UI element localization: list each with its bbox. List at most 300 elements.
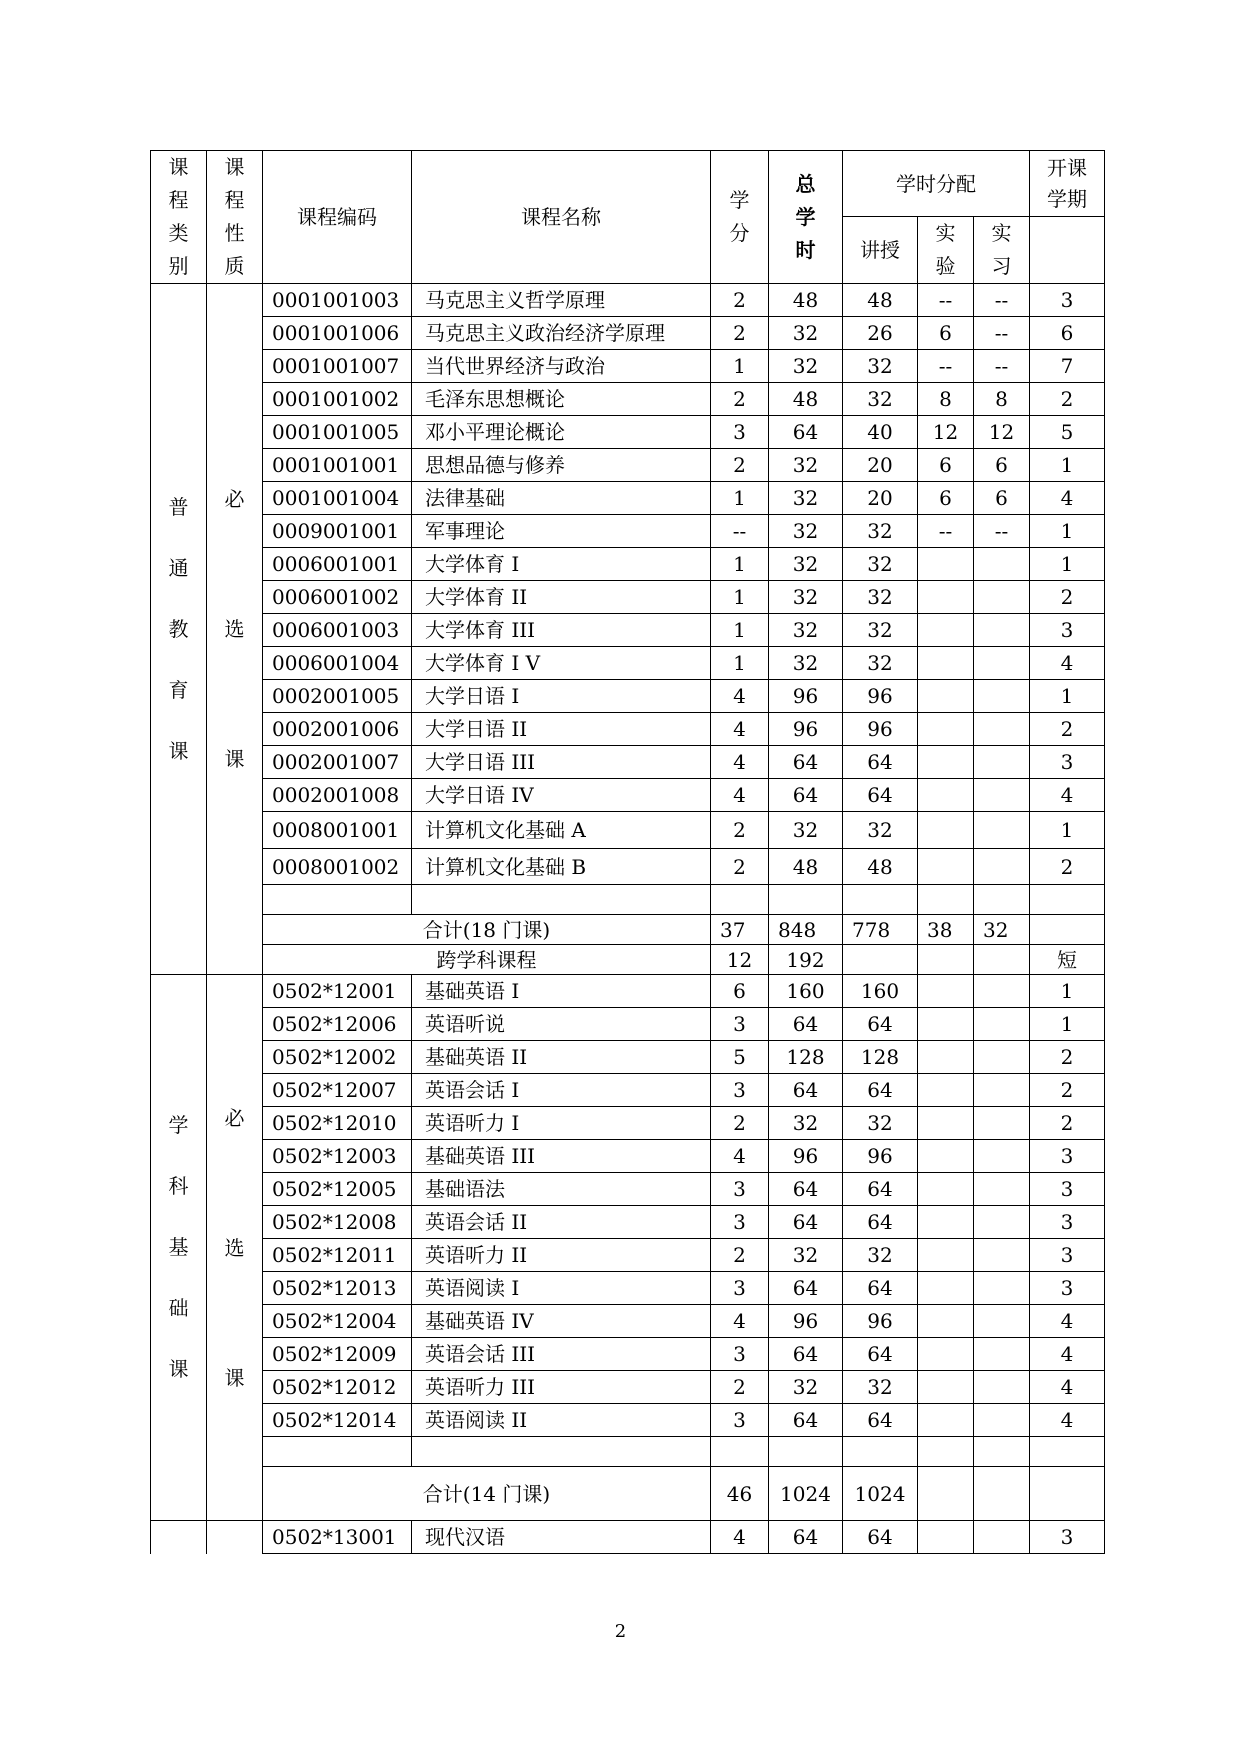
course-total-hours: 32 bbox=[769, 350, 843, 383]
course-code: 0502*12007 bbox=[263, 1074, 412, 1107]
course-experiment-hours bbox=[918, 1239, 974, 1272]
course-credit: 2 bbox=[711, 1371, 769, 1404]
course-lecture-hours: 32 bbox=[843, 1107, 918, 1140]
header-semester: 开课 学期 bbox=[1030, 151, 1105, 217]
course-semester: 2 bbox=[1030, 1041, 1105, 1074]
blank-cell bbox=[974, 885, 1030, 915]
course-practice-hours: 12 bbox=[974, 416, 1030, 449]
course-total-hours: 32 bbox=[769, 1107, 843, 1140]
course-practice-hours bbox=[974, 1173, 1030, 1206]
category-cell: 普 通 教 育 课 bbox=[151, 284, 207, 975]
course-credit: 3 bbox=[711, 1272, 769, 1305]
course-practice-hours bbox=[974, 1140, 1030, 1173]
course-code: 0002001006 bbox=[263, 713, 412, 746]
course-total-hours: 32 bbox=[769, 317, 843, 350]
course-code: 0502*12003 bbox=[263, 1140, 412, 1173]
course-code: 0006001001 bbox=[263, 548, 412, 581]
course-practice-hours bbox=[974, 680, 1030, 713]
course-lecture-hours: 64 bbox=[843, 746, 918, 779]
blank-cell bbox=[263, 1437, 412, 1467]
course-lecture-hours: 64 bbox=[843, 1074, 918, 1107]
course-semester: 4 bbox=[1030, 1305, 1105, 1338]
course-lecture-hours: 64 bbox=[843, 779, 918, 812]
course-lecture-hours: 160 bbox=[843, 975, 918, 1008]
course-semester: 1 bbox=[1030, 975, 1105, 1008]
course-experiment-hours bbox=[918, 812, 974, 849]
nature-cell bbox=[207, 1521, 263, 1554]
course-experiment-hours bbox=[918, 746, 974, 779]
course-code: 0009001001 bbox=[263, 515, 412, 548]
course-total-hours: 160 bbox=[769, 975, 843, 1008]
course-credit: -- bbox=[711, 515, 769, 548]
course-practice-hours bbox=[974, 548, 1030, 581]
curriculum-table-body bbox=[151, 151, 1105, 1554]
course-name: 英语会话 I bbox=[412, 1074, 711, 1107]
table-row bbox=[151, 449, 1105, 482]
course-semester: 4 bbox=[1030, 1338, 1105, 1371]
course-name: 英语会话 II bbox=[412, 1206, 711, 1239]
course-semester: 4 bbox=[1030, 647, 1105, 680]
course-total-hours: 48 bbox=[769, 849, 843, 885]
page-number: 2 bbox=[614, 1621, 627, 1642]
course-lecture-hours: 32 bbox=[843, 1239, 918, 1272]
course-semester: 3 bbox=[1030, 746, 1105, 779]
course-name: 大学体育 I bbox=[412, 548, 711, 581]
course-code: 0006001003 bbox=[263, 614, 412, 647]
blank-cell bbox=[263, 885, 412, 915]
course-code: 0001001007 bbox=[263, 350, 412, 383]
course-code: 0001001001 bbox=[263, 449, 412, 482]
table-row bbox=[151, 812, 1105, 849]
subtotal-semester bbox=[1030, 1467, 1105, 1521]
subtotal-practice-hours bbox=[974, 1467, 1030, 1521]
table-row bbox=[151, 581, 1105, 614]
course-total-hours: 96 bbox=[769, 680, 843, 713]
course-experiment-hours bbox=[918, 680, 974, 713]
course-experiment-hours: 6 bbox=[918, 482, 974, 515]
cross-discipline-row bbox=[151, 945, 1105, 975]
course-credit: 1 bbox=[711, 647, 769, 680]
cross-discipline-practice-hours bbox=[974, 945, 1030, 975]
table-row bbox=[151, 746, 1105, 779]
course-experiment-hours bbox=[918, 849, 974, 885]
course-total-hours: 32 bbox=[769, 482, 843, 515]
course-name: 基础英语 II bbox=[412, 1041, 711, 1074]
course-practice-hours: -- bbox=[974, 317, 1030, 350]
course-practice-hours: -- bbox=[974, 284, 1030, 317]
course-total-hours: 96 bbox=[769, 1140, 843, 1173]
course-experiment-hours bbox=[918, 1305, 974, 1338]
course-name: 大学日语 II bbox=[412, 713, 711, 746]
course-credit: 5 bbox=[711, 1041, 769, 1074]
course-semester: 1 bbox=[1030, 680, 1105, 713]
course-practice-hours bbox=[974, 1206, 1030, 1239]
course-lecture-hours: 128 bbox=[843, 1041, 918, 1074]
table-row bbox=[151, 383, 1105, 416]
blank-cell bbox=[918, 1437, 974, 1467]
course-credit: 3 bbox=[711, 1008, 769, 1041]
course-name: 英语听力 I bbox=[412, 1107, 711, 1140]
course-code: 0502*12013 bbox=[263, 1272, 412, 1305]
course-experiment-hours: -- bbox=[918, 515, 974, 548]
subtotal-credit: 46 bbox=[711, 1467, 769, 1521]
course-total-hours: 64 bbox=[769, 1173, 843, 1206]
course-practice-hours bbox=[974, 1338, 1030, 1371]
table-row bbox=[151, 1338, 1105, 1371]
course-lecture-hours: 32 bbox=[843, 548, 918, 581]
course-experiment-hours bbox=[918, 1272, 974, 1305]
course-experiment-hours bbox=[918, 1521, 974, 1554]
course-experiment-hours: 8 bbox=[918, 383, 974, 416]
course-experiment-hours bbox=[918, 713, 974, 746]
course-credit: 2 bbox=[711, 812, 769, 849]
course-name: 基础英语 III bbox=[412, 1140, 711, 1173]
course-code: 0502*12009 bbox=[263, 1338, 412, 1371]
course-name: 毛泽东思想概论 bbox=[412, 383, 711, 416]
course-semester: 2 bbox=[1030, 1107, 1105, 1140]
course-semester: 2 bbox=[1030, 383, 1105, 416]
table-row bbox=[151, 680, 1105, 713]
course-credit: 2 bbox=[711, 849, 769, 885]
course-code: 0001001004 bbox=[263, 482, 412, 515]
table-row bbox=[151, 482, 1105, 515]
course-lecture-hours: 64 bbox=[843, 1338, 918, 1371]
course-semester: 2 bbox=[1030, 849, 1105, 885]
subtotal-label: 合计(14 门课) bbox=[263, 1467, 711, 1521]
course-total-hours: 32 bbox=[769, 1239, 843, 1272]
course-semester: 1 bbox=[1030, 812, 1105, 849]
course-credit: 3 bbox=[711, 1404, 769, 1437]
course-code: 0002001007 bbox=[263, 746, 412, 779]
course-total-hours: 64 bbox=[769, 1521, 843, 1554]
course-semester: 3 bbox=[1030, 1239, 1105, 1272]
category-cell: 学 科 基 础 课 bbox=[151, 975, 207, 1521]
table-row bbox=[151, 1008, 1105, 1041]
blank-cell bbox=[843, 885, 918, 915]
course-practice-hours bbox=[974, 849, 1030, 885]
course-practice-hours bbox=[974, 647, 1030, 680]
table-row bbox=[151, 1305, 1105, 1338]
table-row bbox=[151, 975, 1105, 1008]
course-credit: 3 bbox=[711, 1206, 769, 1239]
table-row bbox=[151, 1371, 1105, 1404]
blank-cell bbox=[1030, 885, 1105, 915]
cross-discipline-experiment-hours bbox=[918, 945, 974, 975]
course-code: 0502*12005 bbox=[263, 1173, 412, 1206]
course-code: 0502*12011 bbox=[263, 1239, 412, 1272]
course-credit: 4 bbox=[711, 1140, 769, 1173]
course-credit: 6 bbox=[711, 975, 769, 1008]
course-name: 基础英语 IV bbox=[412, 1305, 711, 1338]
course-experiment-hours bbox=[918, 1371, 974, 1404]
course-name: 英语会话 III bbox=[412, 1338, 711, 1371]
course-code: 0502*12014 bbox=[263, 1404, 412, 1437]
course-lecture-hours: 96 bbox=[843, 1305, 918, 1338]
course-experiment-hours bbox=[918, 647, 974, 680]
course-code: 0502*12001 bbox=[263, 975, 412, 1008]
course-name: 大学日语 IV bbox=[412, 779, 711, 812]
course-total-hours: 64 bbox=[769, 1272, 843, 1305]
course-practice-hours: 6 bbox=[974, 482, 1030, 515]
course-lecture-hours: 64 bbox=[843, 1008, 918, 1041]
course-experiment-hours bbox=[918, 975, 974, 1008]
course-total-hours: 64 bbox=[769, 1008, 843, 1041]
course-lecture-hours: 96 bbox=[843, 1140, 918, 1173]
course-total-hours: 64 bbox=[769, 1404, 843, 1437]
course-code: 0502*12010 bbox=[263, 1107, 412, 1140]
course-name: 基础英语 I bbox=[412, 975, 711, 1008]
cross-discipline-total-hours: 192 bbox=[769, 945, 843, 975]
subtotal-experiment-hours bbox=[918, 1467, 974, 1521]
table-row bbox=[151, 647, 1105, 680]
subtotal-row bbox=[151, 915, 1105, 945]
course-practice-hours bbox=[974, 713, 1030, 746]
table-row bbox=[151, 614, 1105, 647]
course-credit: 4 bbox=[711, 1521, 769, 1554]
course-total-hours: 32 bbox=[769, 449, 843, 482]
course-experiment-hours: -- bbox=[918, 284, 974, 317]
course-name: 英语听力 II bbox=[412, 1239, 711, 1272]
course-name: 计算机文化基础 B bbox=[412, 849, 711, 885]
subtotal-experiment-hours: 38 bbox=[918, 915, 974, 945]
subtotal-lecture-hours: 1024 bbox=[843, 1467, 918, 1521]
course-total-hours: 96 bbox=[769, 1305, 843, 1338]
course-code: 0502*12008 bbox=[263, 1206, 412, 1239]
course-semester: 4 bbox=[1030, 1371, 1105, 1404]
course-experiment-hours bbox=[918, 1404, 974, 1437]
table-row bbox=[151, 1041, 1105, 1074]
blank-row bbox=[151, 885, 1105, 915]
course-practice-hours bbox=[974, 812, 1030, 849]
cross-discipline-label: 跨学科课程 bbox=[263, 945, 711, 975]
course-code: 0001001003 bbox=[263, 284, 412, 317]
course-credit: 1 bbox=[711, 581, 769, 614]
course-experiment-hours bbox=[918, 1107, 974, 1140]
course-name: 英语阅读 II bbox=[412, 1404, 711, 1437]
course-semester: 3 bbox=[1030, 614, 1105, 647]
course-practice-hours bbox=[974, 1521, 1030, 1554]
course-practice-hours bbox=[974, 779, 1030, 812]
header-row-1 bbox=[151, 151, 1105, 217]
course-code: 0008001001 bbox=[263, 812, 412, 849]
course-experiment-hours bbox=[918, 1173, 974, 1206]
course-total-hours: 32 bbox=[769, 515, 843, 548]
subtotal-label: 合计(18 门课) bbox=[263, 915, 711, 945]
course-lecture-hours: 20 bbox=[843, 482, 918, 515]
course-semester: 1 bbox=[1030, 1008, 1105, 1041]
course-total-hours: 128 bbox=[769, 1041, 843, 1074]
table-row bbox=[151, 849, 1105, 885]
course-experiment-hours: 12 bbox=[918, 416, 974, 449]
course-semester: 3 bbox=[1030, 1140, 1105, 1173]
course-name: 大学体育 I V bbox=[412, 647, 711, 680]
course-lecture-hours: 64 bbox=[843, 1206, 918, 1239]
course-credit: 2 bbox=[711, 383, 769, 416]
blank-cell bbox=[412, 885, 711, 915]
cross-discipline-credit: 12 bbox=[711, 945, 769, 975]
course-total-hours: 64 bbox=[769, 1206, 843, 1239]
course-experiment-hours bbox=[918, 1338, 974, 1371]
course-credit: 2 bbox=[711, 1239, 769, 1272]
course-credit: 4 bbox=[711, 680, 769, 713]
table-row bbox=[151, 713, 1105, 746]
course-credit: 3 bbox=[711, 1173, 769, 1206]
course-total-hours: 32 bbox=[769, 647, 843, 680]
blank-cell bbox=[711, 1437, 769, 1467]
course-code: 0002001005 bbox=[263, 680, 412, 713]
header-total-hours: 总 学 时 bbox=[769, 151, 843, 284]
course-experiment-hours bbox=[918, 1140, 974, 1173]
course-experiment-hours bbox=[918, 548, 974, 581]
category-cell bbox=[151, 1521, 207, 1554]
course-practice-hours bbox=[974, 1041, 1030, 1074]
header-lecture: 讲授 bbox=[843, 217, 918, 284]
course-experiment-hours bbox=[918, 1206, 974, 1239]
course-lecture-hours: 48 bbox=[843, 284, 918, 317]
header-experiment: 实 验 bbox=[918, 217, 974, 284]
course-code: 0502*12012 bbox=[263, 1371, 412, 1404]
course-lecture-hours: 32 bbox=[843, 614, 918, 647]
course-practice-hours bbox=[974, 1107, 1030, 1140]
course-lecture-hours: 96 bbox=[843, 713, 918, 746]
blank-cell bbox=[412, 1437, 711, 1467]
header-distribution: 学时分配 bbox=[843, 151, 1030, 217]
table-row bbox=[151, 1239, 1105, 1272]
table-row bbox=[151, 779, 1105, 812]
course-name: 马克思主义政治经济学原理 bbox=[412, 317, 711, 350]
blank-cell bbox=[974, 1437, 1030, 1467]
course-total-hours: 48 bbox=[769, 284, 843, 317]
course-name: 大学体育 III bbox=[412, 614, 711, 647]
course-lecture-hours: 32 bbox=[843, 383, 918, 416]
subtotal-row bbox=[151, 1467, 1105, 1521]
course-credit: 4 bbox=[711, 1305, 769, 1338]
table-row bbox=[151, 1206, 1105, 1239]
course-lecture-hours: 32 bbox=[843, 581, 918, 614]
course-experiment-hours bbox=[918, 1074, 974, 1107]
course-code: 0502*13001 bbox=[263, 1521, 412, 1554]
course-practice-hours bbox=[974, 1239, 1030, 1272]
header-semester-blank bbox=[1030, 217, 1105, 284]
course-code: 0008001002 bbox=[263, 849, 412, 885]
course-credit: 4 bbox=[711, 779, 769, 812]
table-row bbox=[151, 548, 1105, 581]
course-code: 0502*12004 bbox=[263, 1305, 412, 1338]
header-credit: 学 分 bbox=[711, 151, 769, 284]
course-credit: 1 bbox=[711, 548, 769, 581]
course-experiment-hours bbox=[918, 1041, 974, 1074]
course-experiment-hours bbox=[918, 1008, 974, 1041]
course-credit: 1 bbox=[711, 350, 769, 383]
course-practice-hours: 8 bbox=[974, 383, 1030, 416]
course-credit: 1 bbox=[711, 482, 769, 515]
course-lecture-hours: 20 bbox=[843, 449, 918, 482]
course-lecture-hours: 32 bbox=[843, 515, 918, 548]
header-practice: 实 习 bbox=[974, 217, 1030, 284]
blank-cell bbox=[1030, 1437, 1105, 1467]
course-practice-hours bbox=[974, 1008, 1030, 1041]
course-lecture-hours: 26 bbox=[843, 317, 918, 350]
course-credit: 4 bbox=[711, 713, 769, 746]
table-row bbox=[151, 1404, 1105, 1437]
course-name: 大学体育 II bbox=[412, 581, 711, 614]
table-row bbox=[151, 1074, 1105, 1107]
course-total-hours: 32 bbox=[769, 581, 843, 614]
course-name: 大学日语 III bbox=[412, 746, 711, 779]
course-practice-hours bbox=[974, 1074, 1030, 1107]
course-credit: 1 bbox=[711, 614, 769, 647]
course-semester: 3 bbox=[1030, 284, 1105, 317]
course-credit: 2 bbox=[711, 449, 769, 482]
course-code: 0001001005 bbox=[263, 416, 412, 449]
nature-cell: 必 选 课 bbox=[207, 975, 263, 1521]
course-practice-hours bbox=[974, 614, 1030, 647]
course-experiment-hours bbox=[918, 614, 974, 647]
blank-cell bbox=[769, 885, 843, 915]
course-credit: 3 bbox=[711, 1074, 769, 1107]
course-semester: 2 bbox=[1030, 581, 1105, 614]
cross-discipline-semester: 短 bbox=[1030, 945, 1105, 975]
course-semester: 3 bbox=[1030, 1173, 1105, 1206]
course-practice-hours bbox=[974, 746, 1030, 779]
subtotal-practice-hours: 32 bbox=[974, 915, 1030, 945]
course-total-hours: 32 bbox=[769, 614, 843, 647]
course-code: 0001001002 bbox=[263, 383, 412, 416]
course-lecture-hours: 64 bbox=[843, 1521, 918, 1554]
table-row bbox=[151, 1140, 1105, 1173]
course-lecture-hours: 64 bbox=[843, 1404, 918, 1437]
course-lecture-hours: 32 bbox=[843, 647, 918, 680]
course-semester: 3 bbox=[1030, 1521, 1105, 1554]
course-semester: 1 bbox=[1030, 449, 1105, 482]
course-experiment-hours: 6 bbox=[918, 317, 974, 350]
course-practice-hours: 6 bbox=[974, 449, 1030, 482]
blank-cell bbox=[711, 885, 769, 915]
subtotal-credit: 37 bbox=[711, 915, 769, 945]
subtotal-lecture-hours: 778 bbox=[843, 915, 918, 945]
course-total-hours: 64 bbox=[769, 1338, 843, 1371]
course-name: 思想品德与修养 bbox=[412, 449, 711, 482]
course-name: 现代汉语 bbox=[412, 1521, 711, 1554]
course-experiment-hours bbox=[918, 779, 974, 812]
subtotal-total-hours: 848 bbox=[769, 915, 843, 945]
table-row bbox=[151, 416, 1105, 449]
course-total-hours: 32 bbox=[769, 1371, 843, 1404]
course-name: 当代世界经济与政治 bbox=[412, 350, 711, 383]
subtotal-semester bbox=[1030, 915, 1105, 945]
course-total-hours: 96 bbox=[769, 713, 843, 746]
course-lecture-hours: 96 bbox=[843, 680, 918, 713]
course-semester: 3 bbox=[1030, 1206, 1105, 1239]
header-code: 课程编码 bbox=[263, 151, 412, 284]
table-row bbox=[151, 284, 1105, 317]
course-total-hours: 64 bbox=[769, 746, 843, 779]
course-code: 0006001004 bbox=[263, 647, 412, 680]
blank-cell bbox=[843, 1437, 918, 1467]
table-row bbox=[151, 350, 1105, 383]
course-practice-hours bbox=[974, 581, 1030, 614]
course-lecture-hours: 48 bbox=[843, 849, 918, 885]
course-name: 英语听力 III bbox=[412, 1371, 711, 1404]
course-experiment-hours: -- bbox=[918, 350, 974, 383]
course-code: 0502*12006 bbox=[263, 1008, 412, 1041]
blank-cell bbox=[918, 885, 974, 915]
course-semester: 4 bbox=[1030, 779, 1105, 812]
course-name: 大学日语 I bbox=[412, 680, 711, 713]
course-semester: 2 bbox=[1030, 713, 1105, 746]
course-credit: 3 bbox=[711, 416, 769, 449]
course-total-hours: 32 bbox=[769, 548, 843, 581]
